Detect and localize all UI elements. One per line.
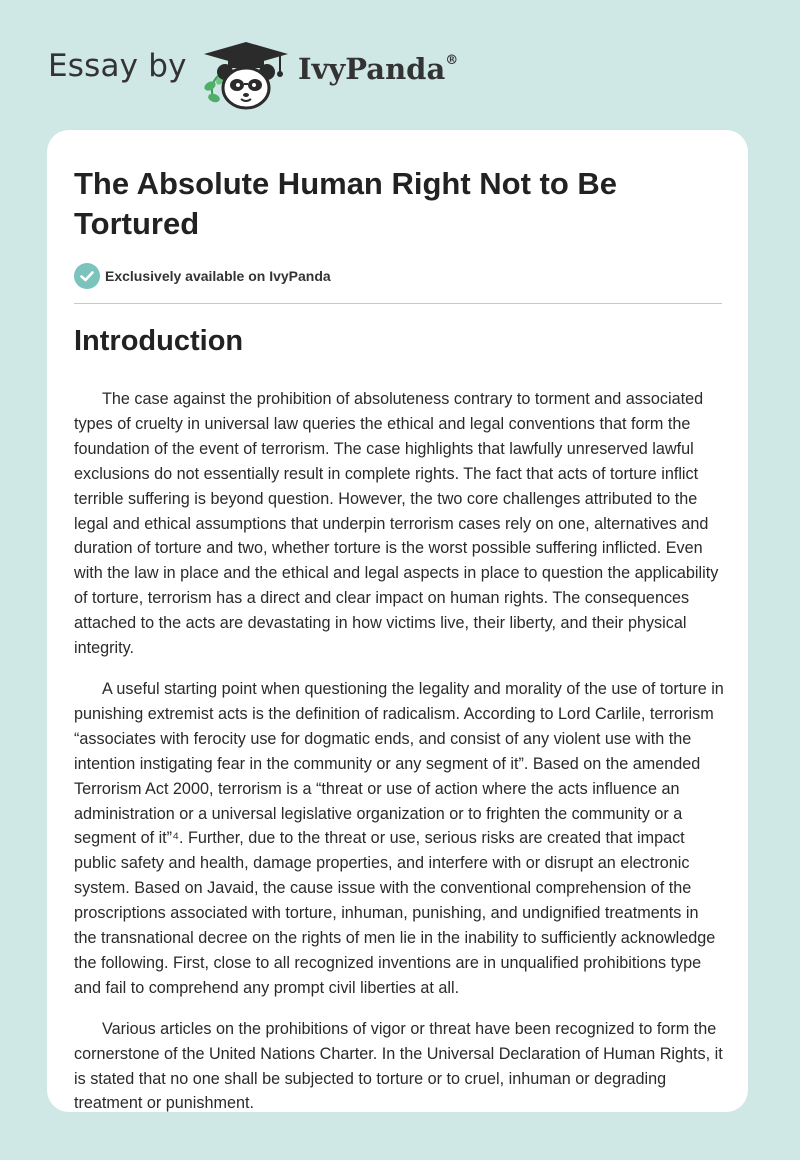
paragraph: The case against the prohibition of absoluteness contrary to torment and associated types of cruelty in universal law queries the ethical and legal conventions that form the foundation of the event of terrorism. The case highlights that lawfully unreserved lawful exclusions do not essentially result in complete rights. The fact that acts of torture inflict terrible suffering is beyond question. However, the two core challenges attributed to the legal and ethical assumptions that underpin terrorism cases rely on one, alternatives and duration of torture and two, whether torture is the worst possible suffering inflicted. Even with the law in place and the ethical and legal aspects in place to question the applicability of torture, terrorism has a direct and clear impact on human rights. The consequences attached to the acts are devastating in how victims live, their liberty, and their physical integrity. [74,390,719,658]
essay-title: The Absolute Human Right Not to Be Tortured [74,166,618,241]
paragraph: A useful starting point when questioning the legality and morality of the use of torture in punishing extremist acts is the definition of radicalism. According to Lord Carlile, terrorism “associates with ferocity use for dogmatic ends, and consist of any violent use with the intention instigating fear in the community or any segment of it”. Based on the amended Terrorism Act 2000, terrorism is a “threat or use of action where the acts influence an administration or a universal legislative organization or to frighten the community or a segment of it”⁴. Further, due to the threat or use, serious risks are created that impact public safety and health, damage properties, and interfere with or disrupt an electronic system. Based on Javaid, the cause issue with the conventional comprehension of the proscriptions associated with torture, inhuman, punishing, and undignified treatments in the transnational decree on the rights of men lie in the inability to sufficiently acknowledge the following. First, close to all recognized inventions are in unqualified prohibitions type and fail to comprehend any prompt civil liberties at all. [74,679,724,997]
badge-label: Exclusively available on IvyPanda [105,268,331,284]
paragraph: Various articles on the prohibitions of vigor or threat have been recognized to form the cornerstone of the United Nations Charter. In the Universal Declaration of Human Rights, it is stated that no one shall be subjected to torture or to cruel, inhuman or degrading treatment or punishment. [74,1019,723,1112]
essay-card [47,130,748,1112]
registered-mark: ® [445,53,459,69]
brand-name[interactable] [298,52,458,86]
essay-body [74,387,724,1112]
panda-graduate-icon[interactable] [198,36,294,112]
divider [74,303,722,304]
brand-label: IvyPanda [298,52,446,86]
site-header [0,0,800,130]
check-circle-icon [74,263,100,289]
section-heading: Introduction [74,325,244,357]
essay-by-label: Essay by [48,48,187,84]
